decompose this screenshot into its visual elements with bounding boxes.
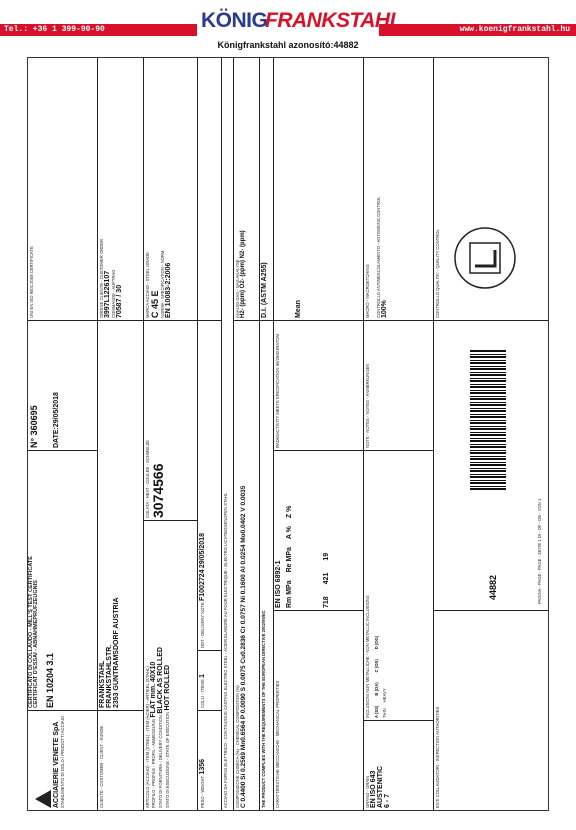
order-label: ORDINE CLIENTE - CUSTOMER ORDER: [99, 238, 104, 318]
logo-text-frankstahl: FRANKSTAHL: [265, 9, 402, 32]
execution-label: STATO DI ESECUZIONE - STATE OF EXECUTION: [165, 711, 170, 808]
commande-value: 70587 / 30: [116, 284, 123, 318]
control-value: 100%: [381, 300, 388, 318]
delivery-label: STATO DI FORNITURA - DELIVERY CONDITION: [158, 715, 163, 808]
hardness-cell: [274, 58, 363, 320]
re-label: Re MPa: [286, 547, 293, 573]
customer-cell: [98, 320, 143, 710]
incl-col-d: D (OG): [374, 635, 379, 650]
cert-header-row: [28, 58, 98, 810]
incl-col-a: A (SS): [374, 705, 379, 718]
commande-label: COMMANDE - AUFTRAG: [111, 269, 116, 318]
mean-label: Mean: [295, 300, 302, 318]
grain-value: AUSTENITIC: [377, 766, 384, 808]
macro-label: MACRO - MACROETCHING: [365, 264, 370, 318]
mill-address-block: [28, 58, 97, 320]
gas-cell: [234, 58, 259, 320]
mech-label: CARATTERISTICHE MECCANICHE - MECHANICAL PROPERTIES: [275, 680, 280, 808]
profile-label: PROFILO - PROFILE - PROFIL - ABMESSUNG: [151, 719, 156, 808]
logo-text-konig: KÖNIG: [201, 9, 268, 32]
heat-value: 3074566: [150, 463, 166, 518]
ddt-value: F1002724: [199, 569, 206, 601]
di-value: D.I. (ASTM A255): [261, 262, 268, 318]
delivery-value: BLACK AS ROLLED: [157, 647, 164, 714]
grade-cell: [144, 58, 197, 320]
incl-thin: THIN: [382, 708, 387, 718]
ddt-label: DDT - DELIVERY NOTE: [200, 602, 205, 648]
customer-row: [98, 58, 144, 810]
company-subtitle: STABILIMENTO DI DOLO / PRODOTTI ACCIAIO: [60, 716, 65, 808]
cert-number: 360695: [29, 405, 39, 436]
header-website: www.koenigfrankstahl.hu: [459, 25, 570, 34]
grain-norm: EN ISO 643: [370, 770, 377, 808]
furnace-cell: [222, 58, 233, 810]
profile-value: FLAT mm. 40X10: [150, 661, 157, 718]
pieces-cell: [198, 650, 221, 710]
mechanical-row: [274, 58, 364, 810]
order-cell: [98, 58, 143, 320]
cert-title-fr: CERTIFICAT D'ESSAI - ABNAHMEPRÜFZEUGNIS: [33, 580, 39, 708]
mech-label-cell: [274, 610, 363, 810]
iso-cert-text: UNI EN ISO 9001:2008 CERTIFICATE: [29, 246, 34, 318]
weight-cell: [198, 710, 221, 810]
pieces-label: COLLI - ITEMS: [200, 679, 205, 708]
grade-value: C 45 E: [150, 290, 160, 318]
customer-label-cell: [98, 710, 143, 810]
quality-cell: [434, 58, 548, 320]
heat-cell: [144, 320, 197, 520]
pieces-value: 1: [199, 674, 206, 678]
gas-values: H2- (ppm) O2- (ppm) N2- (ppm): [240, 230, 246, 318]
chemistry-row: [234, 58, 260, 810]
incl-heavy: HEAVY: [382, 688, 387, 703]
heat-label: COLATA - HEAT - COULÉE - SCHMELZE: [145, 440, 150, 518]
order-value: 3997L1226107: [104, 270, 111, 318]
inclusions-label: INCLUSIONI NON METALLICHE - NON METALLIC INCLUSIONS: [365, 595, 370, 718]
control-label: CONTROLLO ANTIMESCOLAMENTO - ANTIMIXING CONTROL: [376, 196, 381, 318]
chemistry-label: COMPOSIZIONE CHIMICA (%) - CHEMICAL COMPOSITION (%): [235, 685, 240, 808]
customer-street: FRANKSTAHLSTR.: [106, 644, 113, 708]
z-label: Z %: [286, 505, 293, 519]
notes-cell: [364, 320, 433, 450]
customer-label: CLIENTE - CUSTOMER - CLIENT - KUNDE: [99, 725, 104, 808]
norm-label: NORMA - SPECIFICATION - NORM: [160, 250, 165, 318]
customer-name: FRANKSTAHL: [99, 660, 106, 708]
certificate-page: [27, 57, 549, 811]
tensile-standard: EN ISO 6892-1: [275, 560, 282, 608]
di-cell: [260, 58, 273, 320]
authority-label: ENTI COLLAUDATORI - INSPECTION AUTHORITIES: [435, 706, 440, 808]
header-phone: Tel.: +36 1 399-90-90: [4, 25, 105, 34]
date-label: DATE:: [53, 427, 60, 448]
weight-label: PESO - WEIGHT: [200, 775, 205, 808]
chemistry-values: C 0.4400 Si 0.2569 Mn0.6564 P 0.0090 S 0.0075 Cu0.2836 Cr 0.0757 Ni 0.1600 Al 0.0254 Mo0.0402 V 0.0035: [240, 485, 247, 808]
company-block: [28, 710, 97, 810]
cert-title-it: CERTIFICATO DI COLLAUDO - MILL'S TEST CERTIFICATE: [28, 556, 34, 708]
incl-col-c: C (OS): [374, 659, 379, 673]
article-row: [144, 58, 198, 810]
title-block: [28, 450, 97, 710]
weight-value: 1356: [199, 758, 206, 775]
cert-standard: EN 10204 3.1: [45, 652, 55, 708]
article-cell: [144, 520, 197, 810]
compliance-row: [260, 58, 274, 810]
compliance-cell: [260, 320, 273, 810]
article-label: ARTICOLO (ACCIAIO) - ITEM (STEEL) - ITEM (ACIER) - ARTIKEL (STAHL): [145, 666, 150, 808]
document-id: Königfrankstahl azonosító:44882: [217, 40, 359, 50]
grain-cell: [364, 720, 433, 810]
radio-cell: [274, 320, 363, 450]
grade-label: MARCA ACCIAIO - STEEL GRADE: [145, 252, 150, 318]
certificate-rotated: [28, 58, 548, 810]
norm-value: EN 10083-2:2006: [165, 262, 172, 318]
macro-cell: [364, 58, 433, 320]
authority-cell: [434, 610, 548, 810]
a-value: 19: [323, 552, 330, 561]
number-block: [28, 320, 97, 450]
barcode-icon: [470, 350, 506, 490]
radio-label: RADIOACTIVITY MEETS SPECIFICATION 96/29/EURATOM: [275, 334, 280, 448]
furnace-row: [222, 58, 234, 810]
customer-address: 2353 GUNTRAMSDORF AUSTRIA: [113, 597, 120, 708]
grain-row: [364, 58, 434, 810]
weight-row: [198, 58, 222, 810]
ddt-date: 29/05/2018: [199, 533, 206, 569]
re-value: 421: [323, 572, 330, 585]
company-name: ACCIAIERIE VENETE SpA: [53, 721, 60, 808]
chemistry-cell: [234, 320, 259, 810]
company-logo: [197, 6, 402, 36]
number-label: N°: [29, 437, 39, 448]
gas-label: ANALISI GAS - GAS ANALYSE: [235, 259, 240, 318]
execution-value: HOT ROLLED: [164, 664, 171, 711]
furnace-text: ACCIAIO DA FORNO ELETTRICO - CONTINUOUS CASTING ELECTRIC STEEL - ACIER ELABORÉ AU FOUR ÉLECTRIQUE - ELEKTRO LICHTBOGENOFEN STAHL: [223, 492, 228, 808]
barcode-number: 44882: [488, 574, 498, 600]
inclusions-cell: [364, 450, 433, 720]
rm-value: 718: [323, 596, 330, 608]
signature-stamp-icon: [450, 198, 520, 318]
rm-label: Rm MPa: [286, 580, 293, 608]
tensile-cell: [274, 450, 363, 610]
a-label: A %: [286, 526, 293, 540]
page-footer: PAGINA - PAGE - PAGE - SEITE 1 DI - OF - DE - VON 1: [537, 498, 542, 604]
ddt-cell: [198, 320, 221, 650]
grain-label: GRANO - GRAIN: [365, 775, 370, 808]
compliance-text: THE PRODUCT COMPLIES WITH THE REQUIREMENTS OF THE EUROPEAN DIRECTIVE 2002/95/EC: [261, 610, 266, 808]
reduction-cell: [198, 58, 221, 320]
notes-label: NOTE - NOTES - NOTES - ANMERKUNGEN: [365, 363, 370, 448]
incl-col-b: B (OA): [374, 682, 379, 696]
company-logo-icon: [35, 790, 51, 808]
cert-date: 29/05/2018: [53, 392, 60, 428]
quality-label: CONTROLLO QUALITA' - QUALITY CONTROL: [435, 229, 440, 318]
grain-number: 6 - 7: [384, 793, 391, 808]
